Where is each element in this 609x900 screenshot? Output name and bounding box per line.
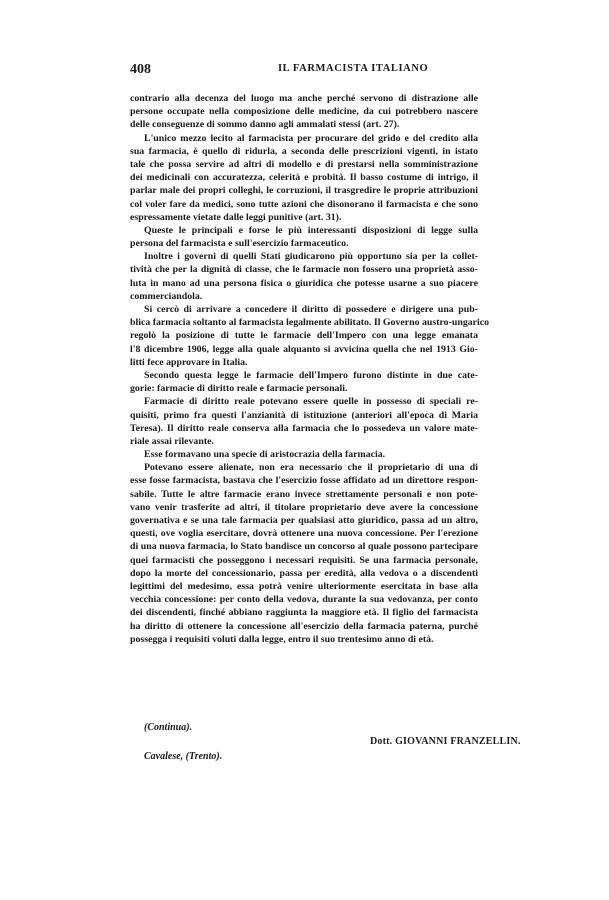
text-line: contrario alla decenza del luogo ma anche perché servono di distrazione alle [130, 93, 478, 104]
text-line: Secondo questa legge le farmacie dell'Impero furono distinte in due cate- [144, 369, 478, 381]
text-line: espressamente vietate dalle leggi punitive (art. 31). [130, 211, 342, 223]
text-line: l'8 dicembre 1906, legge alla quale alquanto si avvicina quella che nel 1913 Gio- [130, 343, 478, 355]
text-line: Farmacie di diritto reale potevano essere quelle in possesso di speciali re- [144, 396, 478, 408]
text-line: tività che per la dignità di classe, che le farmacie non fossero una proprietà asso- [130, 264, 478, 276]
text-line: persona del farmacista e sull'esercizio farmaceutico. [130, 238, 349, 250]
text-line: dei discendenti, finché abbiano raggiunta la maggiore età. Il figlio del farmacista [130, 607, 478, 619]
text-line: blica farmacia soltanto al farmacista legalmente abilitato. Il Governo austro-ungarico [130, 317, 490, 329]
text-line: delle conseguenze di sommo danno agli ammalati stessi (art. 27). [130, 119, 400, 131]
text-line: quisiti, primo fra questi l'anzianità di istituzione (anteriori all'epoca di Maria [130, 409, 478, 421]
text-line: parlar male dei propri colleghi, le corruzioni, il trasgredire le proprie attribuzioni [130, 185, 478, 197]
page-header [130, 62, 480, 78]
text-line: vecchia concessione: per conto della vedova, durante la sua vedovanza, per conto [130, 594, 478, 606]
page-number: 408 [130, 62, 151, 77]
text-line: questi, ove voglia esercitare, dovrà ottenere una nuova concessione. Per l'erezione [130, 528, 478, 540]
text-line: regolò la posizione di tutte le farmacie dell'Impero con una legge emanata [130, 330, 478, 342]
text-line: esse fosse farmacista, bastava che l'esercizio fosse affidato ad un direttore respon- [130, 475, 478, 487]
text-line: L'unico mezzo lecito al farmacista per procurare del grido e del credito alla [144, 132, 478, 144]
text-line: sua farmacia, è quello di ridurla, a seconda delle prescrizioni vigenti, in istato [130, 145, 478, 157]
text-line: dei medicinali con accuratezza, celerità e probità. Il basso costume di intrigo, il [130, 172, 478, 184]
text-line: legittimi del medesimo, essa potrà venire ulteriormente esercitata in base alla [130, 580, 478, 592]
text-line: di una nuova farmacia, lo Stato bandisce un concorso al quale possono partecipare [130, 541, 478, 553]
text-line: riale assai rilevante. [130, 435, 214, 447]
text-line: governativa e se una tale farmacia per qualsiasi atto giuridico, passa ad un altro, [130, 515, 478, 526]
text-line: gorie: farmacie di diritto reale e farmacie personali. [130, 383, 348, 395]
running-title: IL FARMACISTA ITALIANO [278, 63, 429, 74]
text-line: col voler fare da medici, sono tutte azioni che disonorano il farmacista e che sono [130, 198, 478, 210]
text-line: luta in mano ad una persona fisica o giuridica che potesse usarne a suo piacere [130, 277, 478, 289]
text-line: ha diritto di ottenere la concessione all'esercizio della farmacia paterna, purché [130, 620, 478, 632]
text-line: quei farmacisti che posseggono i necessari requisiti. Se una farmacia personale, [130, 554, 478, 566]
text-line: persone occupate nella composizione delle medicine, da cui potrebbero nascere [130, 106, 478, 118]
text-line: Teresa). Il diritto reale conserva alla farmacia che lo possedeva un valore mate- [130, 422, 478, 434]
author-location: Cavalese, (Trento). [144, 751, 223, 762]
text-line: commerciandola. [130, 290, 203, 302]
text-line: Inoltre i governi di quelli Stati giudicarono più opportuno sia per la collet- [144, 251, 478, 263]
text-line: Si cercò di arrivare a concedere il diritto di possedere e dirigere una pub- [144, 304, 478, 315]
body-text [130, 92, 490, 646]
author-signature: Dott. GIOVANNI FRANZELLIN. [370, 736, 521, 747]
text-line: litti fece approvare in Italia. [130, 356, 248, 368]
continued-note: (Continua). [144, 722, 193, 733]
text-line: tale che possa servire ad altri di modello e di prestarsi nella somministrazione [130, 158, 478, 170]
text-line: dopo la morte del concessionario, passa per eredità, alla vedova o a discendenti [130, 567, 478, 579]
text-line: Esse formavano una specie di aristocrazia della farmacia. [144, 449, 386, 461]
text-line: Potevano essere alienate, non era necessario che il proprietario di una di [144, 462, 478, 474]
text-line: vano venir trasferite ad altri, il titolare proprietario deve avere la concessione [130, 501, 478, 513]
text-line: possegga i requisiti voluti dalla legge, entro il suo trentesimo anno di età. [130, 633, 434, 645]
text-line: sabile. Tutte le altre farmacie erano invece strettamente personali e non pote- [130, 488, 478, 500]
text-line: Queste le principali e forse le più interessanti disposizioni di legge sulla [144, 224, 478, 236]
